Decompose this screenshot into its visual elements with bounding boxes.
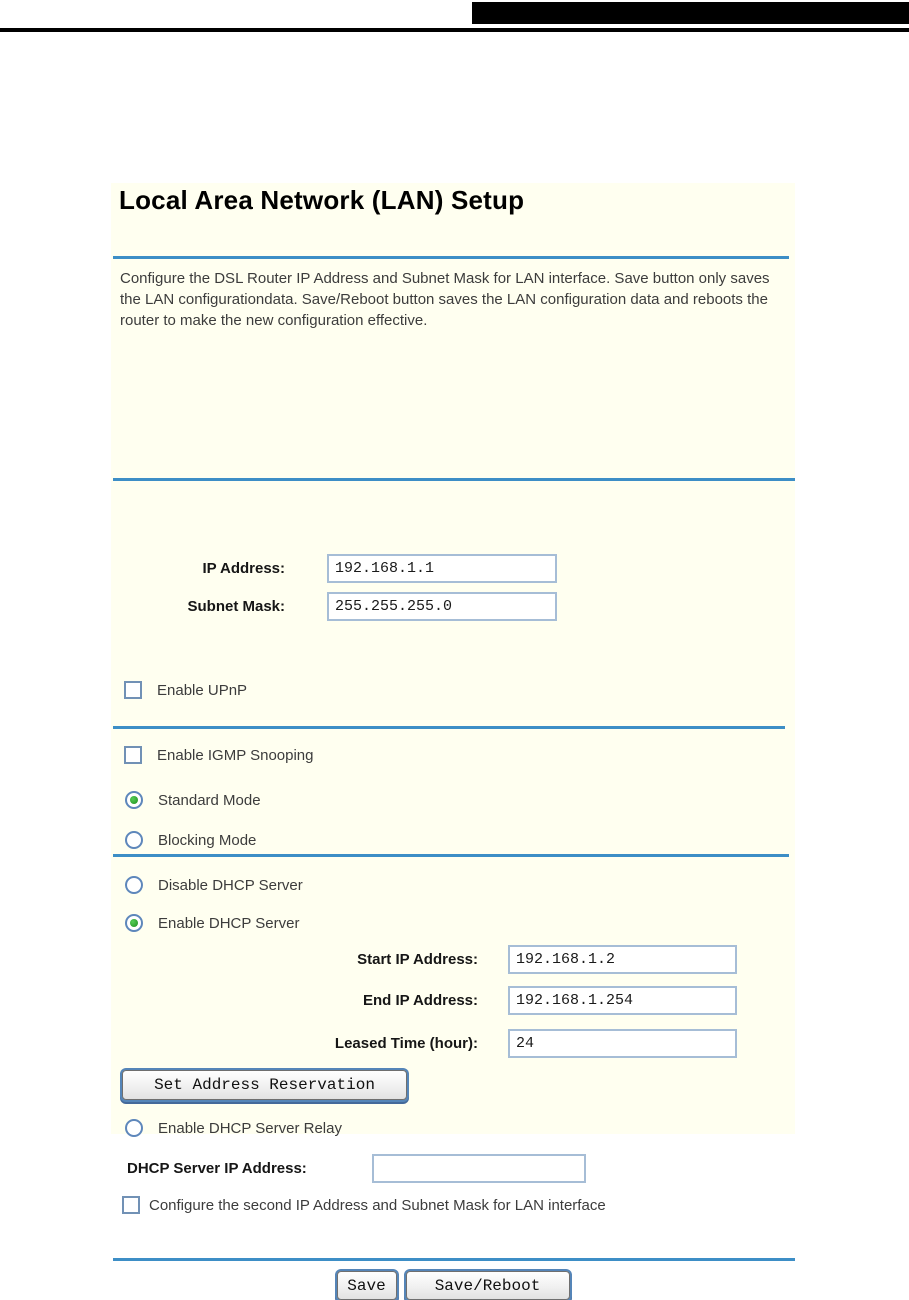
page-header-rule (0, 28, 909, 32)
lan-setup-panel (111, 183, 795, 1295)
end-ip-label: End IP Address: (362, 992, 478, 1009)
blocking-mode-radio[interactable] (125, 831, 143, 849)
enable-upnp-row (124, 681, 247, 699)
start-ip-label: Start IP Address: (357, 951, 478, 968)
end-ip-input[interactable] (508, 986, 737, 1015)
second-ip-checkbox[interactable] (122, 1196, 140, 1214)
disable-dhcp-label: Disable DHCP Server (158, 876, 303, 894)
standard-mode-label: Standard Mode (158, 791, 261, 809)
leased-time-row (111, 1029, 737, 1058)
standard-mode-row (125, 791, 261, 809)
dhcp-relay-label: Enable DHCP Server Relay (158, 1119, 342, 1137)
ip-address-input[interactable] (327, 554, 557, 583)
subnet-mask-row (111, 592, 557, 621)
page-title: Local Area Network (LAN) Setup (119, 185, 525, 215)
start-ip-row (111, 945, 737, 974)
start-ip-input[interactable] (508, 945, 737, 974)
enable-dhcp-label: Enable DHCP Server (158, 914, 300, 932)
divider (113, 854, 789, 857)
enable-upnp-label: Enable UPnP (157, 681, 248, 699)
standard-mode-radio[interactable] (125, 791, 143, 809)
divider (113, 726, 785, 729)
subnet-mask-input[interactable] (327, 592, 557, 621)
page-description: Configure the DSL Router IP Address and Subnet Mask for LAN interface. Save button only saves the LAN configurationdata. Save/Reboot button saves the LAN configuration data and reboots the router to make the new configuration effective. (120, 270, 770, 329)
enable-igmp-label: Enable IGMP Snooping (157, 746, 314, 764)
ip-address-row (111, 554, 557, 583)
second-ip-row (122, 1196, 606, 1214)
enable-dhcp-radio[interactable] (125, 914, 143, 932)
page-header-black-bar (472, 2, 909, 24)
dhcp-server-ip-label: DHCP Server IP Address: (127, 1160, 307, 1177)
set-address-reservation-button[interactable]: Set Address Reservation (122, 1070, 407, 1100)
dhcp-server-ip-input[interactable] (372, 1154, 586, 1183)
leased-time-input[interactable] (508, 1029, 737, 1058)
enable-igmp-row (124, 746, 314, 764)
end-ip-row (111, 986, 737, 1015)
enable-igmp-checkbox[interactable] (124, 746, 142, 764)
second-ip-label: Configure the second IP Address and Subnet Mask for LAN interface (149, 1196, 606, 1214)
dhcp-relay-radio[interactable] (125, 1119, 143, 1137)
subnet-mask-label: Subnet Mask: (187, 598, 285, 615)
save-reboot-button[interactable]: Save/Reboot (406, 1271, 570, 1300)
enable-dhcp-row (125, 914, 299, 932)
disable-dhcp-radio[interactable] (125, 876, 143, 894)
save-button[interactable]: Save (337, 1271, 397, 1300)
divider (113, 1258, 795, 1261)
action-button-row (111, 1271, 795, 1300)
blocking-mode-label: Blocking Mode (158, 831, 257, 849)
leased-time-label: Leased Time (hour): (334, 1035, 478, 1052)
divider (113, 256, 789, 259)
dhcp-relay-row (125, 1119, 342, 1137)
divider (113, 478, 795, 481)
disable-dhcp-row (125, 876, 303, 894)
enable-upnp-checkbox[interactable] (124, 681, 142, 699)
blocking-mode-row (125, 831, 256, 849)
ip-address-label: IP Address: (202, 560, 285, 577)
